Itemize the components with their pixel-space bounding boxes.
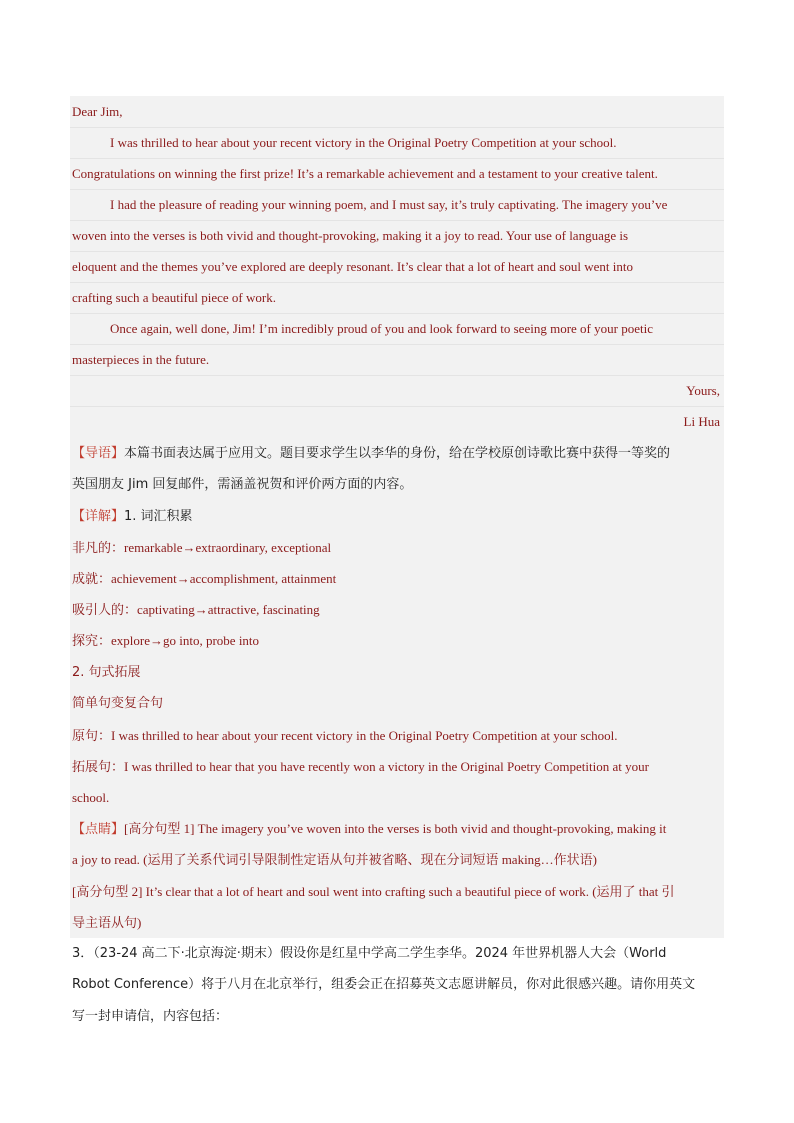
highlight-line: [高分句型 2] It’s clear that a lot of heart and soul went into crafting such a beautiful piece of work. (运用了 that 引 — [72, 884, 675, 899]
letter-line: Congratulations on winning the first prize! It’s a remarkable achievement and a testament to your creative talent. — [72, 166, 658, 181]
letter-line: I was thrilled to hear about your recent victory in the Original Poetry Competition at your school. — [110, 135, 617, 150]
vocab-item — [72, 602, 722, 619]
guide-text: 本篇书面表达属于应用文。题目要求学生以李华的身份，给在学校原创诗歌比赛中获得一等奖的 — [124, 446, 671, 461]
highlight-line: a joy to read. (运用了关系代词引导限制性定语从句并被省略、现在分词短语 making…作状语) — [72, 852, 598, 867]
divider — [70, 375, 724, 376]
vocab-cn: 非凡的： — [72, 541, 125, 556]
extended-label: 拓展句： — [72, 760, 125, 775]
vocab-item — [72, 540, 722, 557]
highlight-line: 导主语从句) — [72, 915, 142, 930]
letter-line: I had the pleasure of reading your winning poem, and I must say, it’s truly captivating. The imagery you’ve — [110, 197, 668, 212]
divider — [70, 127, 724, 128]
question-line: Robot Conference）将于八月在北京举行，组委会正在招募英文志愿讲解员，你对此很感兴趣。请你用英文 — [72, 977, 696, 992]
guide-line — [72, 446, 722, 462]
question-line: 写一封申请信，内容包括： — [72, 1009, 229, 1024]
vocab-en: remarkable→extraordinary, exceptional — [124, 540, 332, 555]
divider — [70, 158, 724, 159]
vocab-cn: 成就： — [72, 572, 112, 587]
original-label: 原句： — [72, 729, 112, 744]
divider — [70, 282, 724, 283]
letter-line: Once again, well done, Jim! I’m incredibly proud of you and look forward to seeing more of your poetic — [110, 321, 653, 336]
letter-closing: Yours, — [686, 383, 720, 398]
guide-tag: 【导语】 — [72, 446, 125, 461]
sentence-subtitle: 简单句变复合句 — [72, 696, 164, 711]
divider — [70, 189, 724, 190]
detail-title: 1. 词汇积累 — [124, 509, 193, 524]
vocab-cn: 探究： — [72, 634, 112, 649]
divider — [70, 220, 724, 221]
guide-line: 英国朋友 Jim 回复邮件，需涵盖祝贺和评价两方面的内容。 — [72, 477, 413, 492]
letter-line: woven into the verses is both vivid and thought-provoking, making it a joy to read. Your use of language is — [72, 228, 629, 243]
divider — [70, 406, 724, 407]
divider — [70, 313, 724, 314]
original-text: I was thrilled to hear about your recent victory in the Original Poetry Competition at your school. — [111, 728, 618, 743]
detail-tag: 【详解】 — [72, 509, 125, 524]
highlight-line — [72, 821, 722, 838]
vocab-en: achievement→accomplishment, attainment — [111, 571, 337, 586]
question-line: 3．（23-24 高二下·北京海淀·期末）假设你是红星中学高二学生李华。2024 年世界机器人大会（World — [72, 946, 667, 961]
letter-line: eloquent and the themes you’ve explored are deeply resonant. It’s clear that a lot of heart and soul went into — [72, 259, 633, 274]
vocab-cn: 吸引人的： — [72, 603, 138, 618]
vocab-item — [72, 633, 722, 650]
extended-sentence — [72, 759, 722, 776]
vocab-en: explore→go into, probe into — [111, 633, 260, 648]
vocab-en: captivating→attractive, fascinating — [137, 602, 320, 617]
vocab-item — [72, 571, 722, 588]
extended-sentence-cont: school. — [72, 790, 110, 805]
divider — [70, 344, 724, 345]
sentence-title: 2. 句式拓展 — [72, 665, 141, 680]
letter-line: masterpieces in the future. — [72, 352, 210, 367]
original-sentence — [72, 728, 722, 745]
highlight-tag: 【点睛】 — [72, 822, 125, 837]
letter-signature: Li Hua — [683, 414, 720, 429]
extended-text: I was thrilled to hear that you have recently won a victory in the Original Poetry Competition at your — [124, 759, 649, 774]
highlight-text: [高分句型 1] The imagery you’ve woven into the verses is both vivid and thought-provoking, making it — [124, 821, 667, 836]
letter-salutation: Dear Jim, — [72, 104, 123, 119]
letter-line: crafting such a beautiful piece of work. — [72, 290, 276, 305]
detail-heading — [72, 509, 722, 525]
divider — [70, 251, 724, 252]
